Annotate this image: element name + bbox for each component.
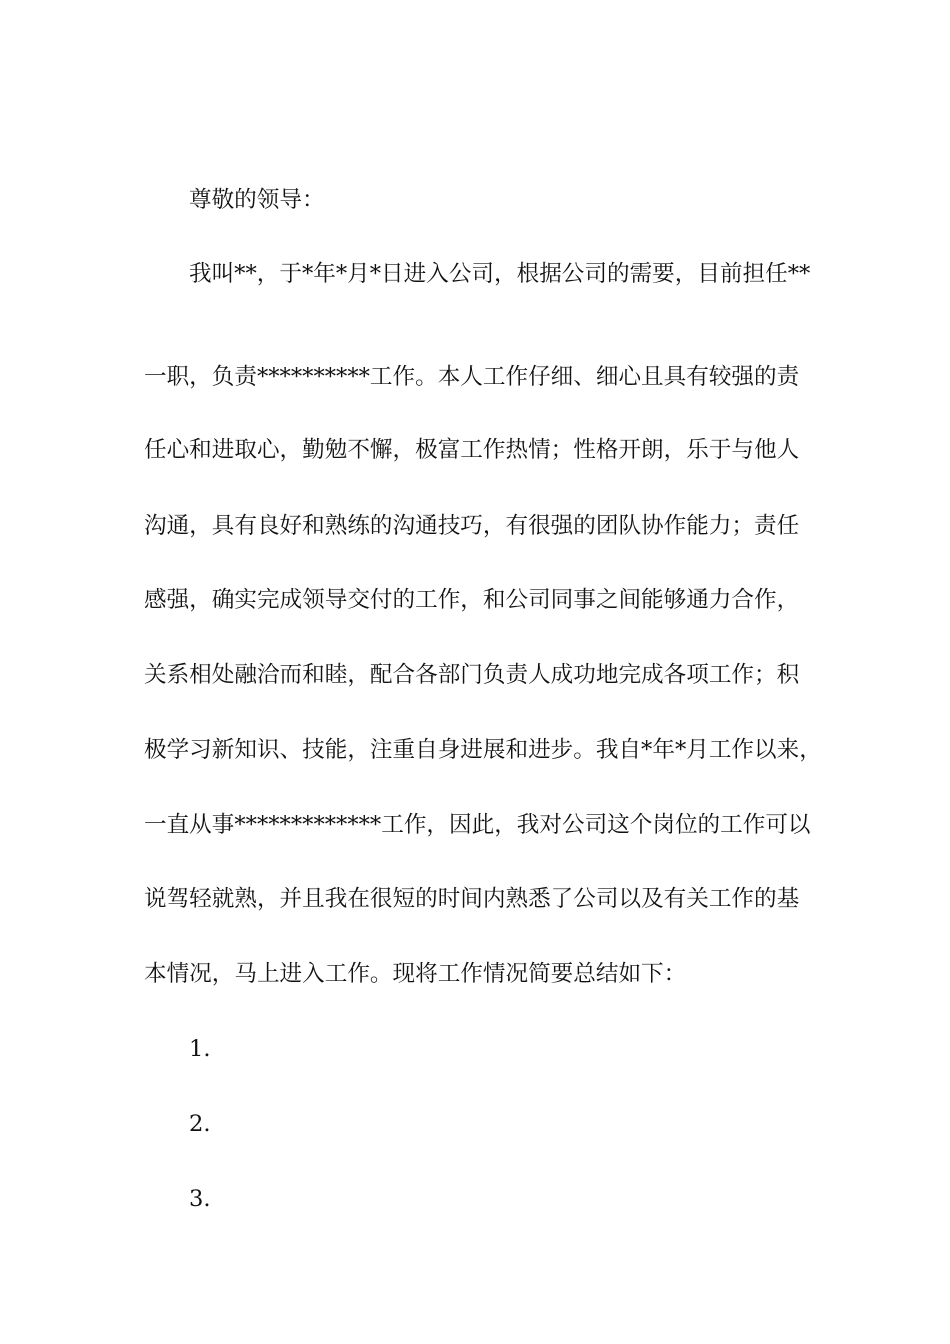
paragraph-line: 一职，负责**********工作。本人工作仔细、细心且具有较强的责	[144, 364, 800, 390]
paragraph-line: 感强，确实完成领导交付的工作，和公司同事之间能够通力合作，	[144, 587, 800, 613]
paragraph-line: 我叫**，于*年*月*日进入公司，根据公司的需要，目前担任**	[189, 261, 811, 287]
paragraph-line: 极学习新知识、技能，注重自身进展和进步。我自*年*月工作以来，	[144, 737, 822, 763]
salutation: 尊敬的领导：	[189, 187, 325, 213]
list-item: 1.	[189, 1036, 211, 1062]
paragraph-line: 关系相处融洽而和睦，配合各部门负责人成功地完成各项工作；积	[144, 662, 800, 688]
paragraph-line: 本情况，马上进入工作。现将工作情况简要总结如下：	[144, 961, 687, 987]
paragraph-line: 说驾轻就熟，并且我在很短的时间内熟悉了公司以及有关工作的基	[144, 886, 800, 912]
list-item: 3.	[189, 1186, 211, 1212]
list-item: 2.	[189, 1111, 211, 1137]
paragraph-line: 一直从事*************工作，因此，我对公司这个岗位的工作可以	[144, 812, 811, 838]
paragraph-line: 沟通，具有良好和熟练的沟通技巧，有很强的团队协作能力；责任	[144, 513, 800, 539]
paragraph-line: 任心和进取心，勤勉不懈，极富工作热情；性格开朗，乐于与他人	[144, 437, 800, 463]
